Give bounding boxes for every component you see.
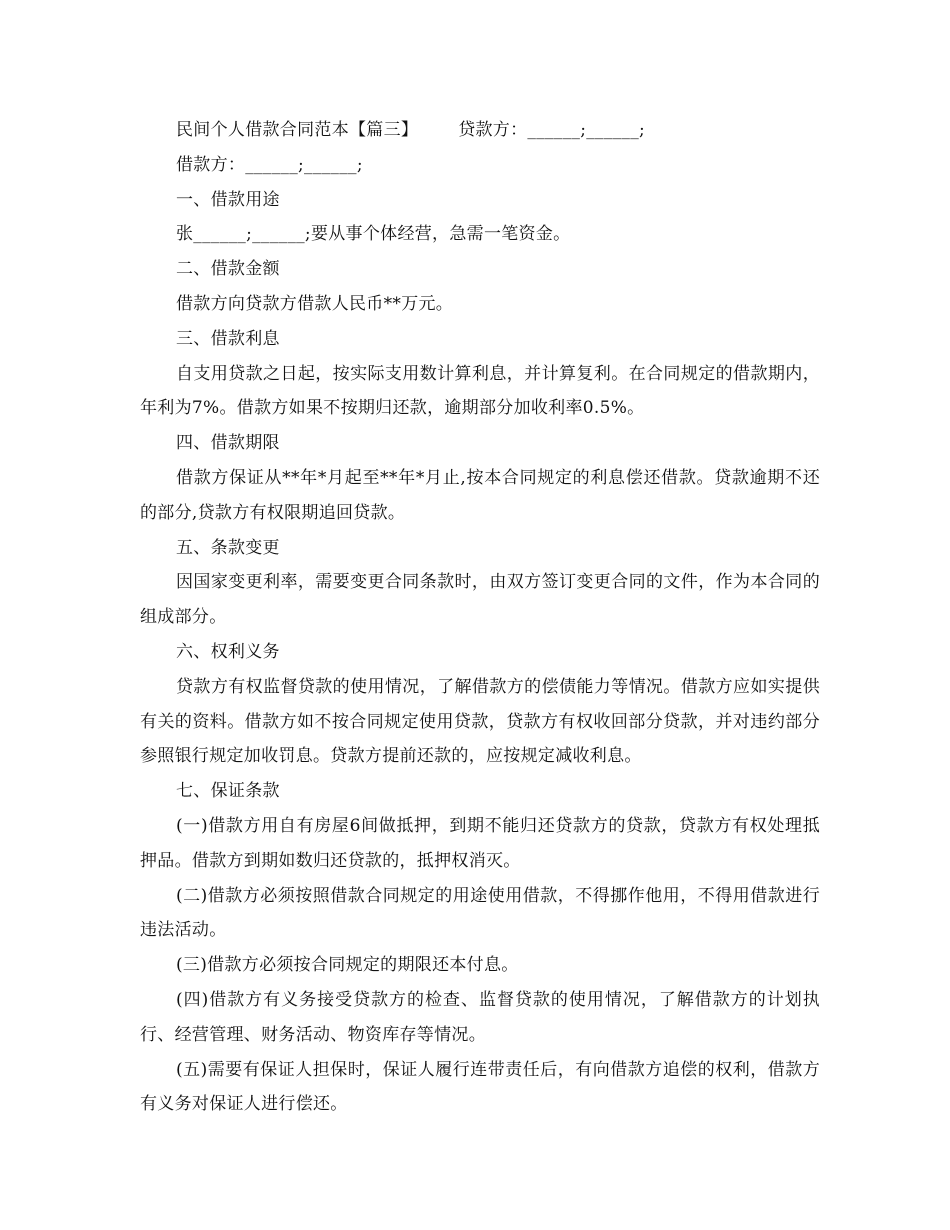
section-heading-guarantee: 七、保证条款 — [176, 781, 280, 802]
section-heading-term: 四、借款期限 — [176, 433, 280, 454]
section-heading-rights: 六、权利义务 — [176, 641, 280, 662]
clause-5: (五)需要有保证人担保时，保证人履行连带责任后，有向借款方追偿的权利，借款方有义务对保证人进行偿还。 — [140, 1059, 820, 1115]
title-line — [140, 113, 820, 148]
paragraph-amount: 借款方向贷款方借款人民币**万元。 — [176, 293, 454, 314]
paragraph-changes: 因国家变更利率，需要变更合同条款时，由双方签订变更合同的文件，作为本合同的组成部分。 — [140, 572, 820, 628]
clause-2: (二)借款方必须按照借款合同规定的用途使用借款，不得挪作他用，不得用借款进行违法活动。 — [140, 885, 820, 941]
contract-body — [140, 113, 820, 1122]
paragraph-interest: 自支用贷款之日起，按实际支用数计算利息，并计算复利。在合同规定的借款期内，年利为7%。借款方如果不按期归还款，逾期部分加收利率0.5%。 — [140, 363, 820, 419]
clause-1: (一)借款方用自有房屋6间做抵押，到期不能归还贷款方的贷款，贷款方有权处理抵押品。借款方到期如数归还贷款的，抵押权消灭。 — [140, 815, 820, 871]
contract-title: 民间个人借款合同范本【篇三】 — [176, 120, 419, 140]
lender-line: 贷款方：______;______; — [458, 120, 646, 140]
paragraph-rights: 贷款方有权监督贷款的使用情况，了解借款方的偿债能力等情况。借款方应如实提供有关的资料。借款方如不按合同规定使用贷款，贷款方有权收回部分贷款，并对违约部分参照银行规定加收罚息。贷款方提前还款的，应按规定减收利息。 — [140, 676, 820, 767]
borrower-line: 借款方：______;______; — [176, 154, 363, 175]
section-heading-amount: 二、借款金额 — [176, 259, 280, 280]
paragraph-purpose: 张______;______;要从事个体经营，急需一笔资金。 — [176, 224, 571, 245]
paragraph-term: 借款方保证从**年*月起至**年*月止,按本合同规定的利息偿还借款。贷款逾期不还的部分,贷款方有权限期追回贷款。 — [140, 467, 820, 523]
clause-4: (四)借款方有义务接受贷款方的检查、监督贷款的使用情况，了解借款方的计划执行、经营管理、财务活动、物资库存等情况。 — [140, 989, 820, 1045]
section-heading-changes: 五、条款变更 — [176, 537, 280, 558]
section-heading-purpose: 一、借款用途 — [176, 189, 280, 210]
clause-3: (三)借款方必须按合同规定的期限还本付息。 — [176, 955, 519, 976]
section-heading-interest: 三、借款利息 — [176, 328, 280, 349]
